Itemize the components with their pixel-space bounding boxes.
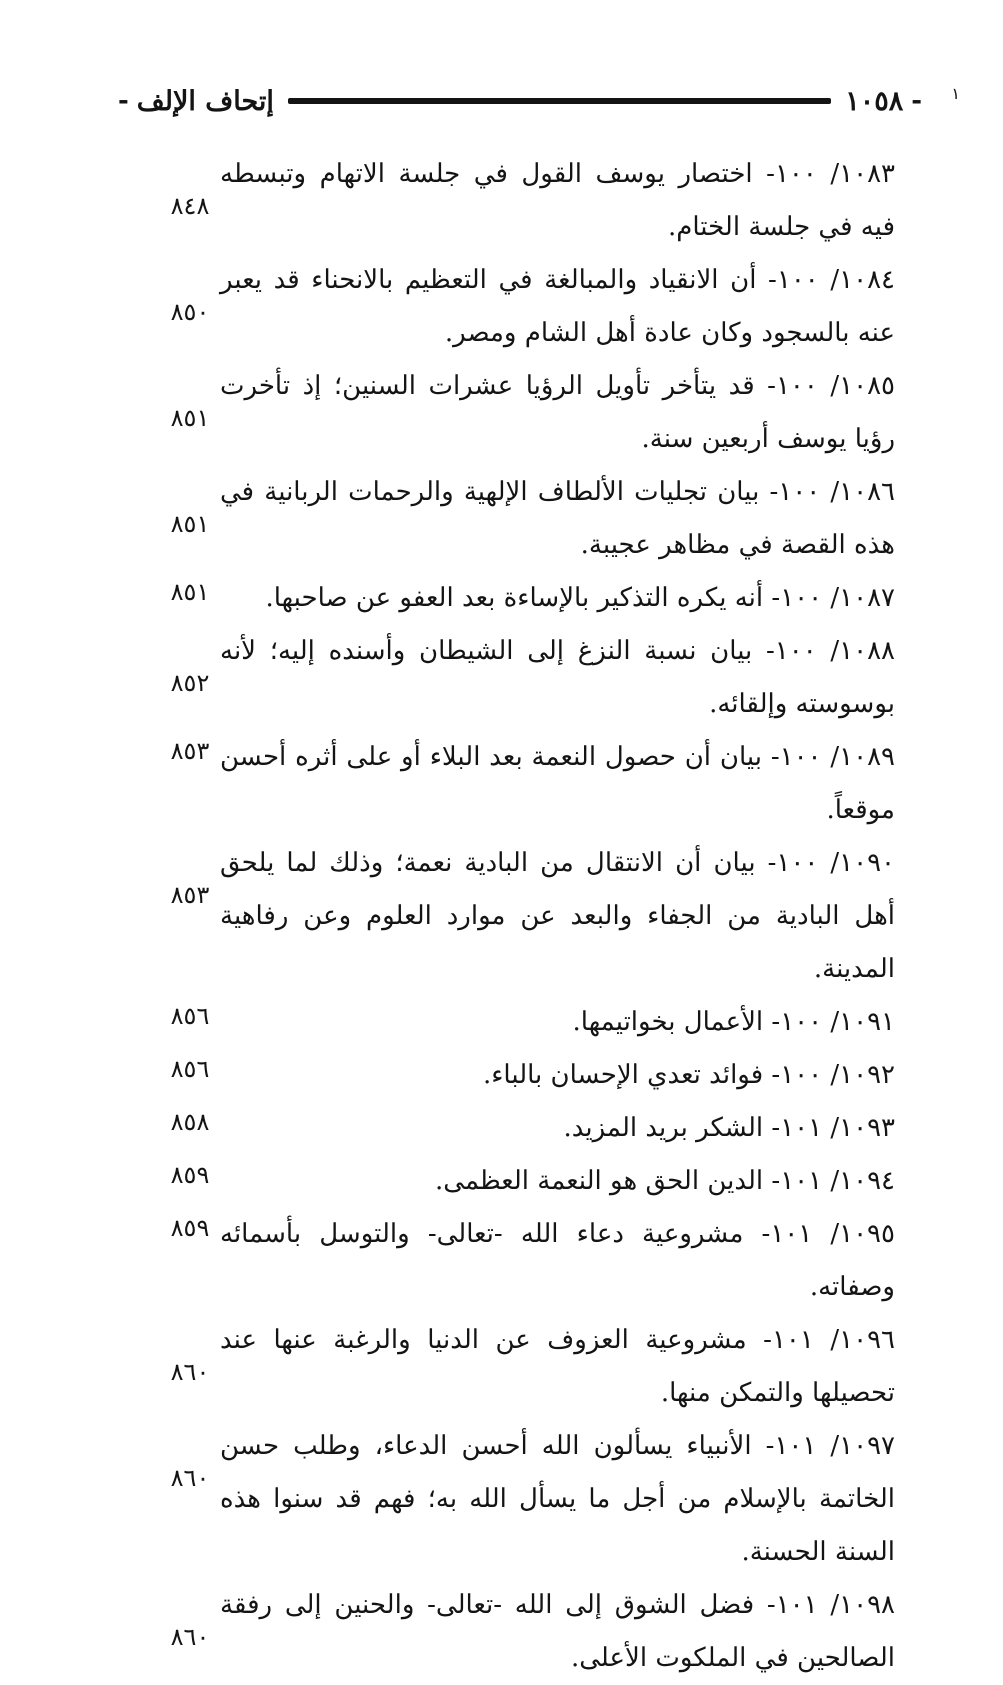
entry-text: ١٠٩٤/ ١٠١- الدين الحق هو النعمة العظمى.: [435, 1166, 895, 1196]
entry-page-ref: ٨٥٠: [170, 298, 210, 326]
index-entry: [160, 1420, 895, 1579]
entry-text: ١٠٩٠/ ١٠٠- بيان أن الانتقال من البادية نعمة؛ وذلك لما يلحق أهل البادية من الجفاء والبعد عن موارد العلوم وعن رفاهية المدينة.: [220, 848, 895, 984]
index-entry: [160, 254, 895, 360]
header-dash: -: [911, 86, 922, 116]
book-title: إتحاف الإلف: [136, 85, 274, 117]
entry-page-ref: ٨٥٣: [170, 737, 210, 765]
index-entry: [160, 1579, 895, 1685]
page-number: ١٠٥٨: [845, 85, 904, 117]
index-entry: [160, 625, 895, 731]
index-entry: [160, 1155, 895, 1208]
index-entry: [160, 731, 895, 837]
entry-page-ref: ٨٦٠: [170, 1464, 210, 1492]
corner-mark: ١: [951, 84, 960, 103]
entry-page-ref: ٨٥١: [170, 510, 210, 538]
index-entry: [160, 572, 895, 625]
entry-text: ١٠٩٦/ ١٠١- مشروعية العزوف عن الدنيا والرغبة عنها عند تحصيلها والتمكن منها.: [220, 1325, 895, 1408]
index-entry: [160, 996, 895, 1049]
header-rule: [288, 98, 831, 104]
entry-text: ١٠٩٥/ ١٠١- مشروعية دعاء الله -تعالى- والتوسل بأسمائه وصفاته.: [220, 1219, 895, 1302]
entry-page-ref: ٨٥٢: [170, 669, 210, 697]
index-entry: [160, 148, 895, 254]
index-entry: [160, 1208, 895, 1314]
index-entry: [160, 837, 895, 996]
entry-page-ref: ٨٥٦: [170, 1055, 210, 1083]
entry-text: ١٠٩٣/ ١٠١- الشكر بريد المزيد.: [563, 1113, 895, 1143]
entry-page-ref: ٨٥٩: [170, 1214, 210, 1242]
entry-text: ١٠٩٧/ ١٠١- الأنبياء يسألون الله أحسن الدعاء، وطلب حسن الخاتمة بالإسلام من أجل ما يسأل الله به؛ فهم قد سنوا هذه السنة الحسنة.: [220, 1431, 895, 1567]
entry-text: ١٠٩٢/ ١٠٠- فوائد تعدي الإحسان بالباء.: [482, 1060, 895, 1090]
entry-text: ١٠٩٨/ ١٠١- فضل الشوق إلى الله -تعالى- والحنين إلى رفقة الصالحين في الملكوت الأعلى.: [220, 1590, 896, 1673]
entry-text: ١٠٨٥/ ١٠٠- قد يتأخر تأويل الرؤيا عشرات السنين؛ إذ تأخرت رؤيا يوسف أربعين سنة.: [220, 371, 895, 454]
index-entries: [160, 148, 895, 1685]
entry-page-ref: ٨٥٩: [170, 1161, 210, 1189]
entry-page-ref: ٨٦٠: [170, 1358, 210, 1386]
entry-page-ref: ٨٥٨: [170, 1108, 210, 1136]
index-entry: [160, 1049, 895, 1102]
entry-text: ١٠٨٦/ ١٠٠- بيان تجليات الألطاف الإلهية والرحمات الربانية في هذه القصة في مظاهر عجيبة.: [220, 477, 895, 560]
entry-text: ١٠٨٨/ ١٠٠- بيان نسبة النزغ إلى الشيطان وأسنده إليه؛ لأنه بوسوسته وإلقائه.: [220, 636, 895, 719]
entry-page-ref: ٨٥٦: [170, 1002, 210, 1030]
entry-text: ١٠٨٣/ ١٠٠- اختصار يوسف القول في جلسة الاتهام وتبسطه فيه في جلسة الختام.: [220, 159, 895, 242]
entry-page-ref: ٨٥١: [170, 404, 210, 432]
entry-text: ١٠٨٩/ ١٠٠- بيان أن حصول النعمة بعد البلاء أو على أثره أحسن موقعاً.: [220, 742, 896, 825]
index-entry: [160, 360, 895, 466]
entry-text: ١٠٨٤/ ١٠٠- أن الانقياد والمبالغة في التعظيم بالانحناء قد يعبر عنه بالسجود وكان عادة أهل الشام ومصر.: [220, 265, 895, 348]
entry-text: ١٠٨٧/ ١٠٠- أنه يكره التذكير بالإساءة بعد العفو عن صاحبها.: [265, 583, 895, 613]
header-dash-end: -: [118, 86, 129, 116]
entry-text: ١٠٩١/ ١٠٠- الأعمال بخواتيمها.: [572, 1007, 895, 1037]
entry-page-ref: ٨٥١: [170, 578, 210, 606]
entry-page-ref: ٨٥٣: [170, 881, 210, 909]
index-entry: [160, 1102, 895, 1155]
entry-page-ref: ٨٤٨: [170, 192, 210, 220]
index-entry: [160, 1314, 895, 1420]
entry-page-ref: ٨٦٠: [170, 1623, 210, 1651]
running-header: [110, 78, 960, 124]
index-entry: [160, 466, 895, 572]
